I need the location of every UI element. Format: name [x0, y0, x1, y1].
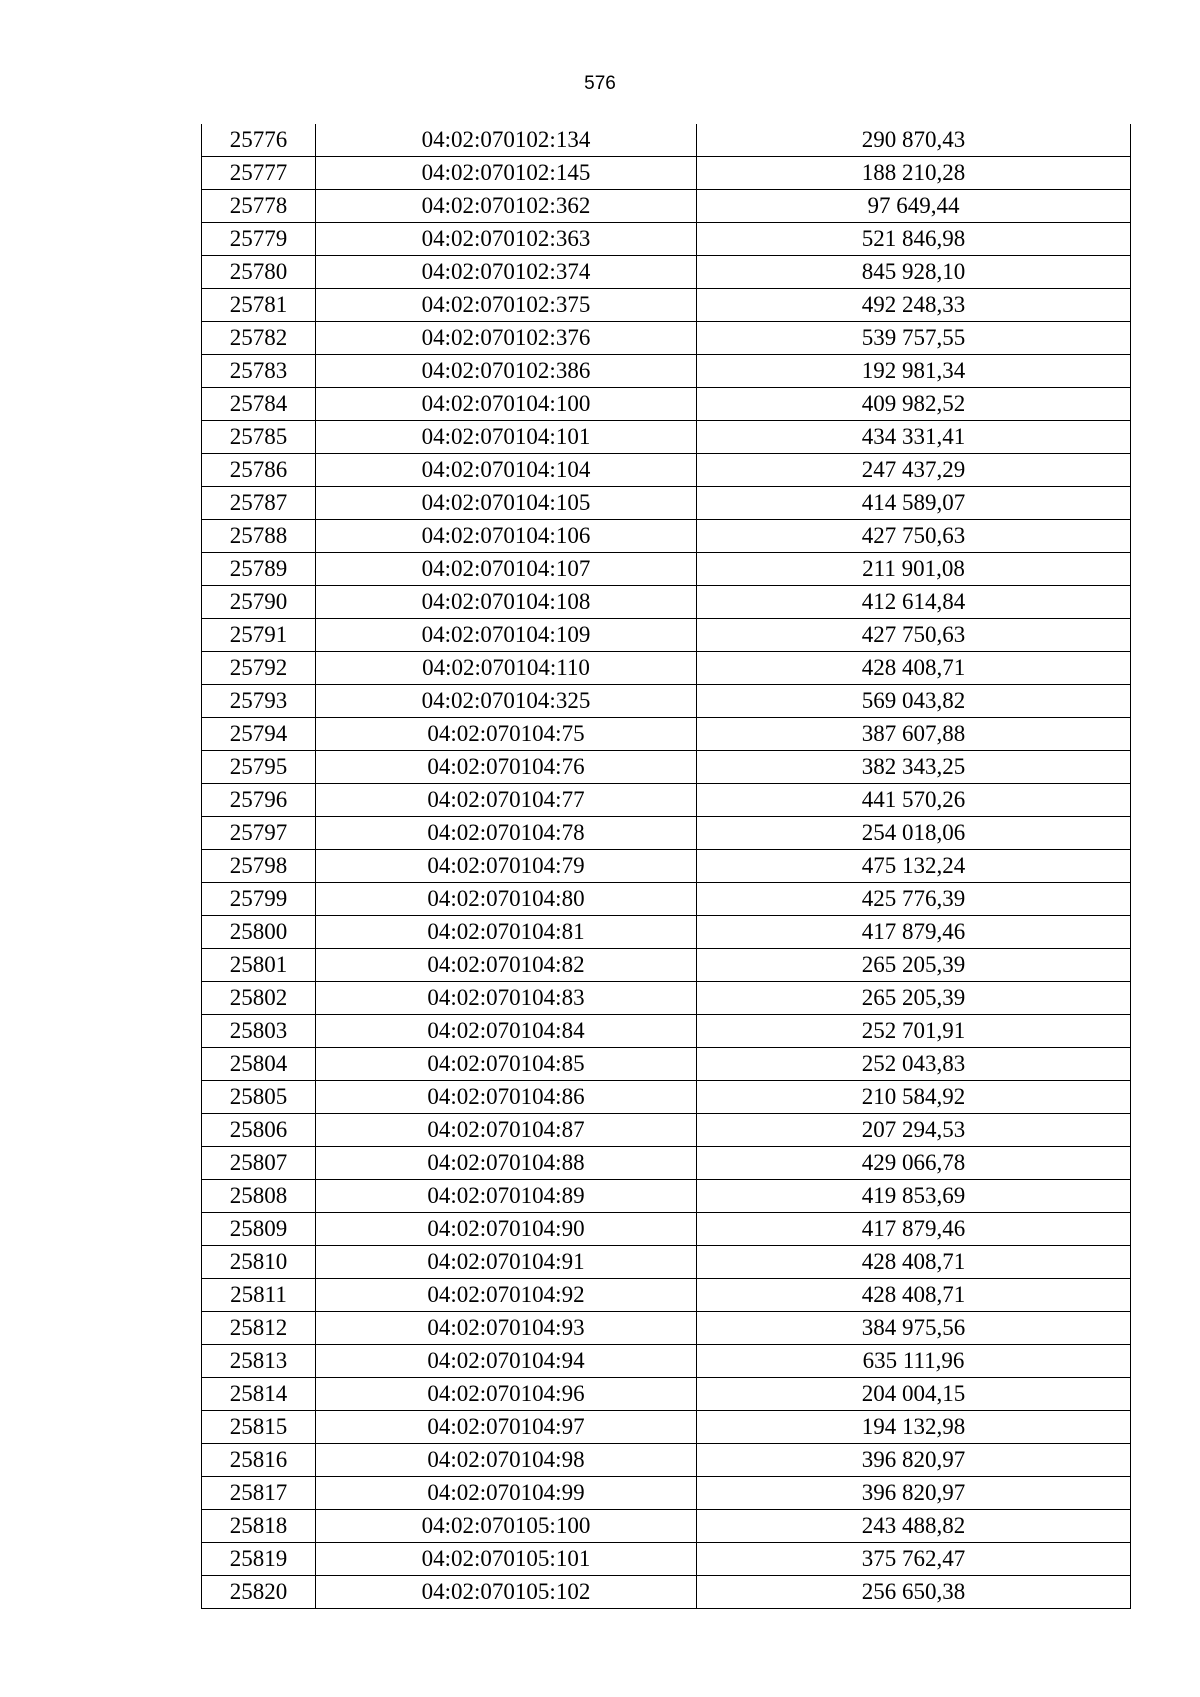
cadastral-value-cell: 427 750,63	[697, 520, 1131, 553]
row-number-cell: 25791	[202, 619, 316, 652]
cadastral-value-cell: 97 649,44	[697, 190, 1131, 223]
cadastral-number-cell: 04:02:070105:100	[316, 1510, 697, 1543]
row-number-cell: 25811	[202, 1279, 316, 1312]
row-number-cell: 25786	[202, 454, 316, 487]
row-number-cell: 25796	[202, 784, 316, 817]
table-row	[202, 454, 1131, 487]
table-row	[202, 520, 1131, 553]
table-row	[202, 718, 1131, 751]
cadastral-number-cell: 04:02:070104:77	[316, 784, 697, 817]
cadastral-value-cell: 204 004,15	[697, 1378, 1131, 1411]
cadastral-value-cell: 492 248,33	[697, 289, 1131, 322]
table-row	[202, 355, 1131, 388]
cadastral-value-cell: 434 331,41	[697, 421, 1131, 454]
cadastral-number-cell: 04:02:070104:105	[316, 487, 697, 520]
row-number-cell: 25785	[202, 421, 316, 454]
cadastral-value-cell: 417 879,46	[697, 1213, 1131, 1246]
cadastral-number-cell: 04:02:070104:90	[316, 1213, 697, 1246]
table-row	[202, 1510, 1131, 1543]
cadastral-number-cell: 04:02:070104:97	[316, 1411, 697, 1444]
row-number-cell: 25794	[202, 718, 316, 751]
row-number-cell: 25789	[202, 553, 316, 586]
table-row	[202, 850, 1131, 883]
table-row	[202, 1015, 1131, 1048]
row-number-cell: 25814	[202, 1378, 316, 1411]
cadastral-number-cell: 04:02:070102:375	[316, 289, 697, 322]
cadastral-number-cell: 04:02:070104:92	[316, 1279, 697, 1312]
row-number-cell: 25788	[202, 520, 316, 553]
row-number-cell: 25778	[202, 190, 316, 223]
cadastral-value-cell: 521 846,98	[697, 223, 1131, 256]
row-number-cell: 25793	[202, 685, 316, 718]
cadastral-value-cell: 396 820,97	[697, 1444, 1131, 1477]
cadastral-value-cell: 409 982,52	[697, 388, 1131, 421]
row-number-cell: 25810	[202, 1246, 316, 1279]
table-row	[202, 223, 1131, 256]
cadastral-value-cell: 441 570,26	[697, 784, 1131, 817]
table-row	[202, 1213, 1131, 1246]
cadastral-number-cell: 04:02:070104:83	[316, 982, 697, 1015]
cadastral-number-cell: 04:02:070104:81	[316, 916, 697, 949]
cadastral-number-cell: 04:02:070104:98	[316, 1444, 697, 1477]
cadastral-value-cell: 845 928,10	[697, 256, 1131, 289]
table-row	[202, 619, 1131, 652]
cadastral-number-cell: 04:02:070102:386	[316, 355, 697, 388]
table-row	[202, 1180, 1131, 1213]
cadastral-number-cell: 04:02:070104:104	[316, 454, 697, 487]
cadastral-value-cell: 384 975,56	[697, 1312, 1131, 1345]
table-row	[202, 487, 1131, 520]
cadastral-value-cell: 247 437,29	[697, 454, 1131, 487]
row-number-cell: 25819	[202, 1543, 316, 1576]
table-row	[202, 289, 1131, 322]
table-row	[202, 1114, 1131, 1147]
cadastral-number-cell: 04:02:070104:100	[316, 388, 697, 421]
table-row	[202, 190, 1131, 223]
cadastral-value-cell: 210 584,92	[697, 1081, 1131, 1114]
cadastral-number-cell: 04:02:070104:84	[316, 1015, 697, 1048]
cadastral-number-cell: 04:02:070104:107	[316, 553, 697, 586]
table-row	[202, 784, 1131, 817]
cadastral-number-cell: 04:02:070102:362	[316, 190, 697, 223]
row-number-cell: 25776	[202, 124, 316, 157]
table-row	[202, 916, 1131, 949]
cadastral-value-table	[201, 124, 1131, 1609]
row-number-cell: 25803	[202, 1015, 316, 1048]
cadastral-value-cell: 188 210,28	[697, 157, 1131, 190]
cadastral-value-cell: 414 589,07	[697, 487, 1131, 520]
row-number-cell: 25799	[202, 883, 316, 916]
cadastral-value-cell: 539 757,55	[697, 322, 1131, 355]
cadastral-number-cell: 04:02:070104:86	[316, 1081, 697, 1114]
cadastral-value-cell: 428 408,71	[697, 652, 1131, 685]
table-row	[202, 652, 1131, 685]
cadastral-value-cell: 254 018,06	[697, 817, 1131, 850]
cadastral-value-cell: 252 043,83	[697, 1048, 1131, 1081]
row-number-cell: 25802	[202, 982, 316, 1015]
cadastral-number-cell: 04:02:070104:87	[316, 1114, 697, 1147]
cadastral-value-cell: 265 205,39	[697, 949, 1131, 982]
cadastral-number-cell: 04:02:070102:145	[316, 157, 697, 190]
row-number-cell: 25800	[202, 916, 316, 949]
row-number-cell: 25798	[202, 850, 316, 883]
table-row	[202, 256, 1131, 289]
cadastral-number-cell: 04:02:070104:325	[316, 685, 697, 718]
cadastral-value-cell: 475 132,24	[697, 850, 1131, 883]
cadastral-value-cell: 192 981,34	[697, 355, 1131, 388]
row-number-cell: 25816	[202, 1444, 316, 1477]
table-row	[202, 586, 1131, 619]
row-number-cell: 25782	[202, 322, 316, 355]
table-row	[202, 685, 1131, 718]
cadastral-value-cell: 211 901,08	[697, 553, 1131, 586]
table-row	[202, 1444, 1131, 1477]
cadastral-number-cell: 04:02:070104:85	[316, 1048, 697, 1081]
table-row	[202, 1147, 1131, 1180]
table-row	[202, 1576, 1131, 1609]
cadastral-value-cell: 243 488,82	[697, 1510, 1131, 1543]
row-number-cell: 25790	[202, 586, 316, 619]
row-number-cell: 25813	[202, 1345, 316, 1378]
row-number-cell: 25781	[202, 289, 316, 322]
cadastral-value-cell: 207 294,53	[697, 1114, 1131, 1147]
cadastral-value-cell: 412 614,84	[697, 586, 1131, 619]
cadastral-number-cell: 04:02:070104:82	[316, 949, 697, 982]
table-row	[202, 421, 1131, 454]
row-number-cell: 25815	[202, 1411, 316, 1444]
table-row	[202, 949, 1131, 982]
table-row	[202, 1279, 1131, 1312]
table-row	[202, 1411, 1131, 1444]
cadastral-value-cell: 382 343,25	[697, 751, 1131, 784]
cadastral-number-cell: 04:02:070104:96	[316, 1378, 697, 1411]
cadastral-value-cell: 635 111,96	[697, 1345, 1131, 1378]
cadastral-number-cell: 04:02:070102:374	[316, 256, 697, 289]
row-number-cell: 25787	[202, 487, 316, 520]
cadastral-value-cell: 429 066,78	[697, 1147, 1131, 1180]
row-number-cell: 25809	[202, 1213, 316, 1246]
table-row	[202, 1477, 1131, 1510]
row-number-cell: 25820	[202, 1576, 316, 1609]
table-row	[202, 124, 1131, 157]
cadastral-value-cell: 375 762,47	[697, 1543, 1131, 1576]
row-number-cell: 25780	[202, 256, 316, 289]
row-number-cell: 25801	[202, 949, 316, 982]
table-row	[202, 883, 1131, 916]
cadastral-value-cell: 569 043,82	[697, 685, 1131, 718]
cadastral-value-cell: 396 820,97	[697, 1477, 1131, 1510]
cadastral-number-cell: 04:02:070102:134	[316, 124, 697, 157]
table-row	[202, 1312, 1131, 1345]
table-row	[202, 982, 1131, 1015]
row-number-cell: 25795	[202, 751, 316, 784]
table-row	[202, 1543, 1131, 1576]
row-number-cell: 25806	[202, 1114, 316, 1147]
table-row	[202, 388, 1131, 421]
row-number-cell: 25783	[202, 355, 316, 388]
row-number-cell: 25818	[202, 1510, 316, 1543]
table-row	[202, 1345, 1131, 1378]
cadastral-number-cell: 04:02:070104:79	[316, 850, 697, 883]
cadastral-number-cell: 04:02:070104:110	[316, 652, 697, 685]
cadastral-value-cell: 425 776,39	[697, 883, 1131, 916]
cadastral-value-cell: 256 650,38	[697, 1576, 1131, 1609]
cadastral-number-cell: 04:02:070104:108	[316, 586, 697, 619]
cadastral-value-cell: 419 853,69	[697, 1180, 1131, 1213]
table-row	[202, 751, 1131, 784]
cadastral-number-cell: 04:02:070104:78	[316, 817, 697, 850]
row-number-cell: 25812	[202, 1312, 316, 1345]
cadastral-number-cell: 04:02:070104:76	[316, 751, 697, 784]
cadastral-value-cell: 387 607,88	[697, 718, 1131, 751]
table-row	[202, 1246, 1131, 1279]
cadastral-number-cell: 04:02:070102:376	[316, 322, 697, 355]
cadastral-number-cell: 04:02:070104:88	[316, 1147, 697, 1180]
row-number-cell: 25784	[202, 388, 316, 421]
cadastral-value-cell: 265 205,39	[697, 982, 1131, 1015]
cadastral-number-cell: 04:02:070105:102	[316, 1576, 697, 1609]
table-row	[202, 157, 1131, 190]
cadastral-value-cell: 428 408,71	[697, 1246, 1131, 1279]
cadastral-number-cell: 04:02:070104:91	[316, 1246, 697, 1279]
cadastral-number-cell: 04:02:070105:101	[316, 1543, 697, 1576]
cadastral-number-cell: 04:02:070104:109	[316, 619, 697, 652]
row-number-cell: 25792	[202, 652, 316, 685]
cadastral-value-cell: 428 408,71	[697, 1279, 1131, 1312]
cadastral-number-cell: 04:02:070104:106	[316, 520, 697, 553]
cadastral-value-cell: 252 701,91	[697, 1015, 1131, 1048]
row-number-cell: 25817	[202, 1477, 316, 1510]
cadastral-value-cell: 417 879,46	[697, 916, 1131, 949]
row-number-cell: 25804	[202, 1048, 316, 1081]
table-row	[202, 322, 1131, 355]
table-row	[202, 1048, 1131, 1081]
row-number-cell: 25777	[202, 157, 316, 190]
cadastral-number-cell: 04:02:070104:94	[316, 1345, 697, 1378]
cadastral-number-cell: 04:02:070104:99	[316, 1477, 697, 1510]
table-row	[202, 817, 1131, 850]
table-body	[202, 124, 1131, 1609]
cadastral-number-cell: 04:02:070102:363	[316, 223, 697, 256]
row-number-cell: 25805	[202, 1081, 316, 1114]
cadastral-number-cell: 04:02:070104:89	[316, 1180, 697, 1213]
page-number: 576	[584, 73, 616, 94]
table-row	[202, 553, 1131, 586]
cadastral-number-cell: 04:02:070104:93	[316, 1312, 697, 1345]
row-number-cell: 25808	[202, 1180, 316, 1213]
row-number-cell: 25779	[202, 223, 316, 256]
cadastral-value-cell: 290 870,43	[697, 124, 1131, 157]
cadastral-value-cell: 427 750,63	[697, 619, 1131, 652]
table-row	[202, 1081, 1131, 1114]
cadastral-value-cell: 194 132,98	[697, 1411, 1131, 1444]
row-number-cell: 25807	[202, 1147, 316, 1180]
cadastral-number-cell: 04:02:070104:101	[316, 421, 697, 454]
table-row	[202, 1378, 1131, 1411]
cadastral-number-cell: 04:02:070104:75	[316, 718, 697, 751]
row-number-cell: 25797	[202, 817, 316, 850]
cadastral-number-cell: 04:02:070104:80	[316, 883, 697, 916]
